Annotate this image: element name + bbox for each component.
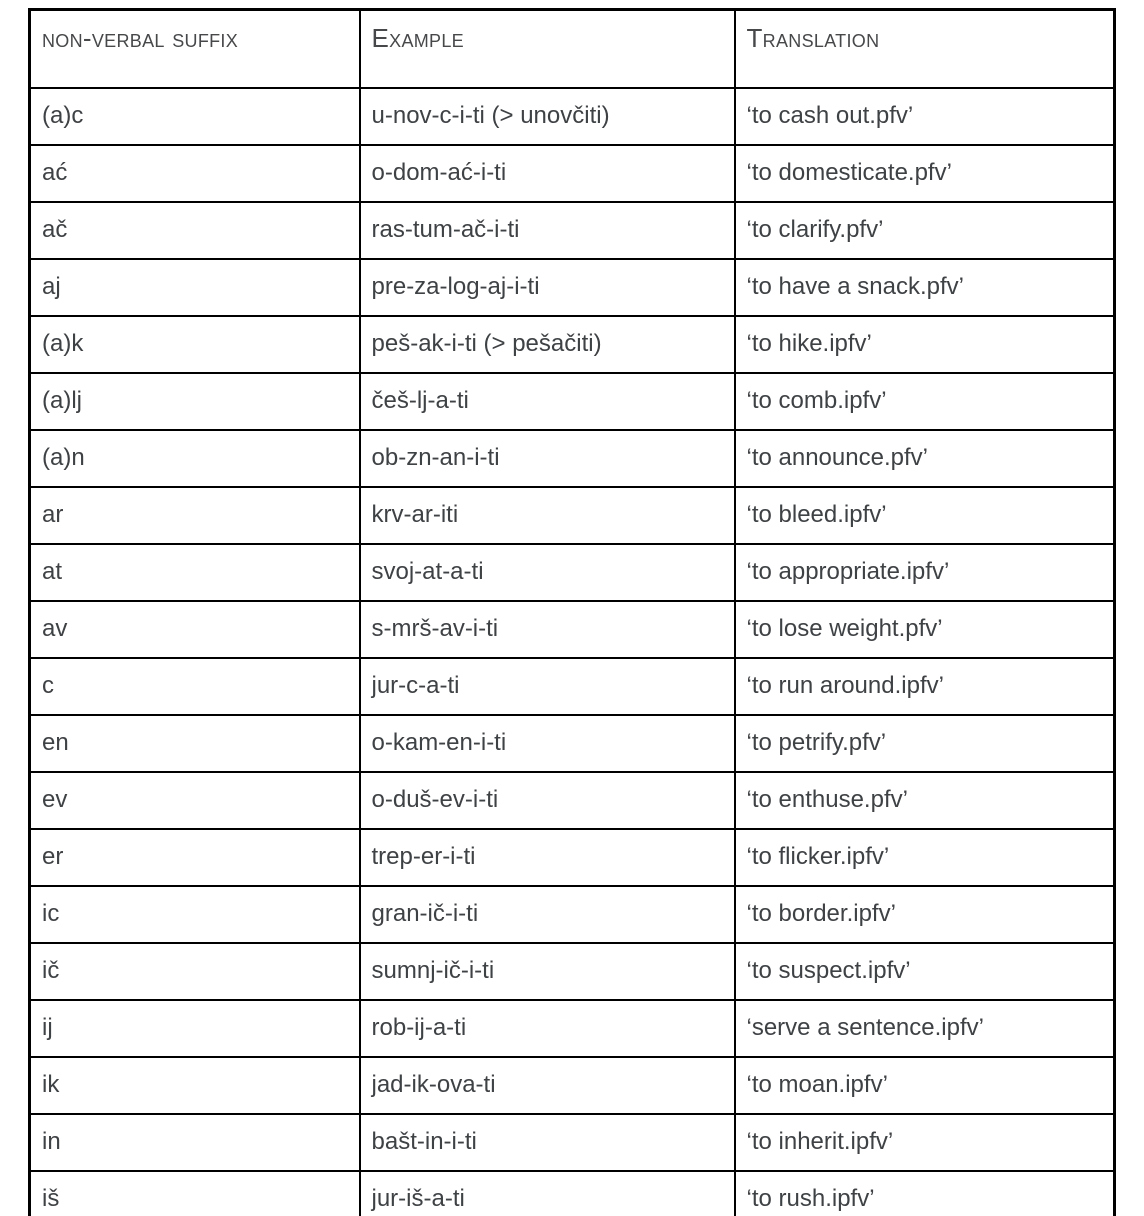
translation-cell: ‘to comb.ipfv’ [735,373,1115,430]
table-row [30,88,1115,145]
example-cell: o-kam-en-i-ti [360,715,735,772]
translation-cell: ‘to lose weight.pfv’ [735,601,1115,658]
table-row [30,601,1115,658]
table-row [30,886,1115,943]
example-cell: o-dom-ać-i-ti [360,145,735,202]
translation-cell: ‘to enthuse.pfv’ [735,772,1115,829]
table-row [30,373,1115,430]
translation-cell: ‘to run around.ipfv’ [735,658,1115,715]
table-row [30,1057,1115,1114]
example-cell: trep-er-i-ti [360,829,735,886]
table-row [30,316,1115,373]
example-cell: jur-c-a-ti [360,658,735,715]
suffix-cell: en [30,715,360,772]
table-row [30,544,1115,601]
translation-cell: ‘to hike.ipfv’ [735,316,1115,373]
column-header-example: Example [360,10,735,88]
example-cell: rob-ij-a-ti [360,1000,735,1057]
table-row [30,715,1115,772]
translation-cell: ‘to border.ipfv’ [735,886,1115,943]
table-header-row [30,10,1115,88]
table-row [30,487,1115,544]
suffix-cell: (a)lj [30,373,360,430]
table-row [30,202,1115,259]
table-row [30,259,1115,316]
suffix-cell: (a)k [30,316,360,373]
suffix-cell: at [30,544,360,601]
translation-cell: ‘to moan.ipfv’ [735,1057,1115,1114]
example-cell: jur-iš-a-ti [360,1171,735,1216]
suffix-cell: ij [30,1000,360,1057]
translation-cell: ‘serve a sentence.ipfv’ [735,1000,1115,1057]
suffix-cell: iš [30,1171,360,1216]
suffix-cell: aj [30,259,360,316]
example-cell: u-nov-c-i-ti (> unovčiti) [360,88,735,145]
suffix-cell: ać [30,145,360,202]
table-row [30,772,1115,829]
translation-cell: ‘to flicker.ipfv’ [735,829,1115,886]
suffix-cell: ač [30,202,360,259]
table-row [30,1000,1115,1057]
table-row [30,145,1115,202]
example-cell: jad-ik-ova-ti [360,1057,735,1114]
column-header-nonverbal-suffix: non-verbal suffix [30,10,360,88]
translation-cell: ‘to cash out.pfv’ [735,88,1115,145]
table-row [30,829,1115,886]
suffix-cell: ič [30,943,360,1000]
suffix-cell: ic [30,886,360,943]
table-row [30,1114,1115,1171]
example-cell: ob-zn-an-i-ti [360,430,735,487]
translation-cell: ‘to have a snack.pfv’ [735,259,1115,316]
suffix-cell: av [30,601,360,658]
suffix-table [28,8,1116,1216]
example-cell: o-duš-ev-i-ti [360,772,735,829]
example-cell: s-mrš-av-i-ti [360,601,735,658]
translation-cell: ‘to domesticate.pfv’ [735,145,1115,202]
example-cell: peš-ak-i-ti (> pešačiti) [360,316,735,373]
example-cell: pre-za-log-aj-i-ti [360,259,735,316]
example-cell: svoj-at-a-ti [360,544,735,601]
example-cell: krv-ar-iti [360,487,735,544]
example-cell: gran-ič-i-ti [360,886,735,943]
column-header-translation: Translation [735,10,1115,88]
suffix-cell: er [30,829,360,886]
example-cell: bašt-in-i-ti [360,1114,735,1171]
translation-cell: ‘to rush.ipfv’ [735,1171,1115,1216]
example-cell: češ-lj-a-ti [360,373,735,430]
suffix-cell: ev [30,772,360,829]
table-row [30,1171,1115,1216]
suffix-cell: in [30,1114,360,1171]
translation-cell: ‘to petrify.pfv’ [735,715,1115,772]
table-body [30,88,1115,1216]
suffix-cell: ar [30,487,360,544]
table-row [30,430,1115,487]
translation-cell: ‘to bleed.ipfv’ [735,487,1115,544]
suffix-cell: ik [30,1057,360,1114]
example-cell: ras-tum-ač-i-ti [360,202,735,259]
suffix-cell: c [30,658,360,715]
table-row [30,943,1115,1000]
suffix-cell: (a)c [30,88,360,145]
table-row [30,658,1115,715]
suffix-cell: (a)n [30,430,360,487]
translation-cell: ‘to suspect.ipfv’ [735,943,1115,1000]
translation-cell: ‘to appropriate.ipfv’ [735,544,1115,601]
translation-cell: ‘to clarify.pfv’ [735,202,1115,259]
example-cell: sumnj-ič-i-ti [360,943,735,1000]
translation-cell: ‘to inherit.ipfv’ [735,1114,1115,1171]
translation-cell: ‘to announce.pfv’ [735,430,1115,487]
